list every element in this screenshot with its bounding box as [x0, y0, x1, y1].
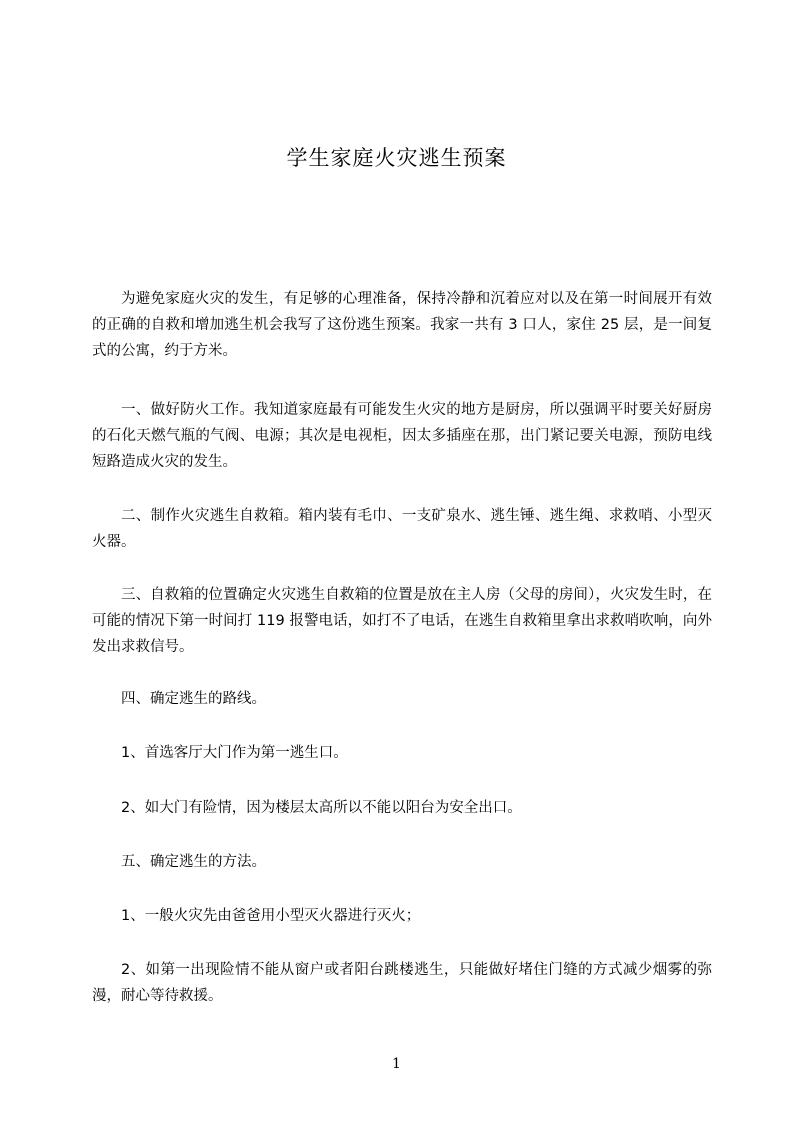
section-1-fire-prevention: 一、做好防火工作。我知道家庭最有可能发生火灾的地方是厨房，所以强调平时要关好厨房的石化天燃气瓶的气阀、电源；其次是电视柜，因太多插座在那，出门紧记要关电源，预防电线短路造成火灾的发生。 — [92, 402, 712, 470]
section-4-heading: 四、确定逃生的路线。 — [121, 691, 266, 707]
section-3-kit-location: 三、自救箱的位置确定火灾逃生自救箱的位置是放在主人房（父母的房间），火灾发生时，在可能的情况下第一时间打 119 报警电话，如打不了电话，在逃生自救箱里拿出求救哨吹响，向外发出求救信号。 — [92, 587, 712, 655]
page-number: 1 — [392, 1056, 401, 1072]
document-title: 学生家庭火灾逃生预案 — [286, 146, 507, 170]
section-5-heading: 五、确定逃生的方法。 — [121, 854, 266, 870]
section-5-item-2: 2、如第一出现险情不能从窗户或者阳台跳楼逃生，只能做好堵住门缝的方式减少烟雾的弥漫，耐心等待救援。 — [92, 962, 712, 1004]
section-2-escape-kit: 二、制作火灾逃生自救箱。箱内装有毛巾、一支矿泉水、逃生锤、逃生绳、求救哨、小型灭火器。 — [92, 508, 712, 550]
section-5-item-1: 1、一般火灾先由爸爸用小型灭火器进行灭火； — [121, 908, 421, 924]
intro-paragraph: 为避免家庭火灾的发生，有足够的心理准备，保持冷静和沉着应对以及在第一时间展开有效的正确的自救和增加逃生机会我写了这份逃生预案。我家一共有 3 口人，家住 25 层，是一间复式的公寓，约于方米。 — [92, 291, 712, 359]
section-4-item-2: 2、如大门有险情，因为楼层太高所以不能以阳台为安全出口。 — [121, 800, 522, 816]
section-4-item-1: 1、首选客厅大门作为第一逃生口。 — [121, 745, 348, 761]
